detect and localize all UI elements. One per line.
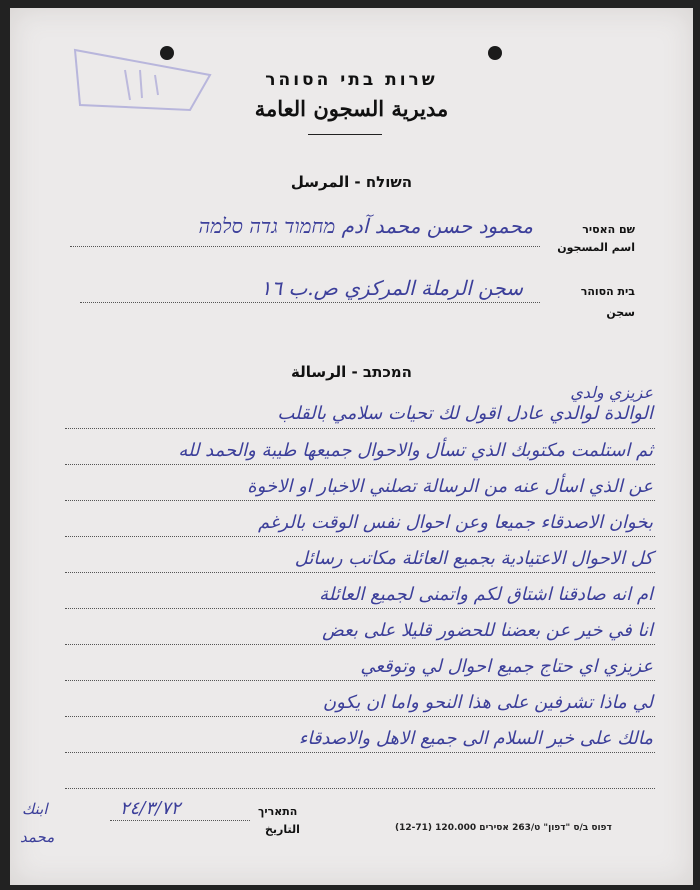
prisoner-name-line — [70, 246, 540, 247]
letter-text-line-2: ثم استلمت مكتوبك الذي تسأل والاحوال جميعها طيبة والحمد لله — [178, 440, 653, 461]
letter-line-9 — [65, 716, 655, 717]
prison-label-he: בית הסוהר — [580, 285, 635, 298]
signature-line-2: محمد — [20, 828, 55, 846]
letter-text-line-7: انا في خير عن بعضنا للحضور قليلا على بعض — [322, 620, 653, 641]
letter-text-line-6: ام انه صادقنا اشتاق لكم واتمنى لجميع العائلة — [319, 584, 653, 605]
header-arabic: مديرية السجون العامة — [254, 96, 449, 121]
letter-section-title: המכתב - الرسالة — [291, 363, 412, 381]
date-value: ٢٤/٣/٧٢ — [120, 798, 181, 819]
letter-sheet — [10, 8, 693, 885]
header-hebrew: שרות בתי הסוהר — [265, 70, 438, 90]
letter-text-line-10: مالك على خير السلام الى جميع الاهل والاصدقاء — [298, 728, 653, 749]
prisoner-name-value: محمود حسن محمد آدم מחמוד גדה סלמה — [198, 214, 533, 238]
punch-hole-right — [488, 46, 502, 60]
letter-text-line-8: عزيزي اي حتاج جميع احوال لي وتوقعي — [360, 656, 653, 677]
date-label-he: התאריך — [258, 805, 298, 818]
letter-line-10 — [65, 752, 655, 753]
letter-text-line-5: كل الاحوال الاعتيادية بجميع العائلة مكاتب رسائل — [294, 548, 653, 569]
letter-greeting: عزيزي ولدي — [570, 383, 653, 402]
letter-text-line-4: بخوان الاصدقاء جميعا وعن احوال نفس الوقت بالرغم — [258, 512, 653, 533]
letter-line-2 — [65, 464, 655, 465]
prison-value: سجن الرملة المركزي ص.ب ١٦ — [260, 276, 523, 300]
letter-line-1 — [65, 428, 655, 429]
prison-label-ar: سجن — [606, 306, 635, 319]
letter-text-line-3: عن الذي اسأل عنه من الرسالة تصلني الاخبار او الاخوة — [247, 476, 653, 497]
date-line — [110, 820, 250, 821]
signature-line-1: ابنك — [22, 800, 48, 818]
date-label-ar: التاريخ — [265, 823, 300, 836]
prison-line — [80, 302, 540, 303]
letter-line-7 — [65, 644, 655, 645]
prisoner-name-label-ar: اسم المسجون — [557, 241, 635, 254]
letter-line-8 — [65, 680, 655, 681]
letter-text-line-9: لي ماذا تشرفين على هذا النحو واما ان يكون — [322, 692, 653, 713]
letter-line-6 — [65, 608, 655, 609]
letter-text-line-1: الوالدة لوالدي عادل اقول لك تحيات سلامي بالقلب — [277, 403, 653, 424]
letter-line-5 — [65, 572, 655, 573]
print-info: דפוס ב/ס "דפון" ט/263 אסירים 120.000 (12-71) — [395, 823, 612, 833]
letter-line-4 — [65, 536, 655, 537]
prisoner-name-label-he: שם האסיר — [582, 223, 635, 236]
letter-line-3 — [65, 500, 655, 501]
sender-section-title: השולח - المرسل — [290, 173, 413, 191]
header-divider — [308, 134, 382, 135]
letter-line-11 — [65, 788, 655, 789]
